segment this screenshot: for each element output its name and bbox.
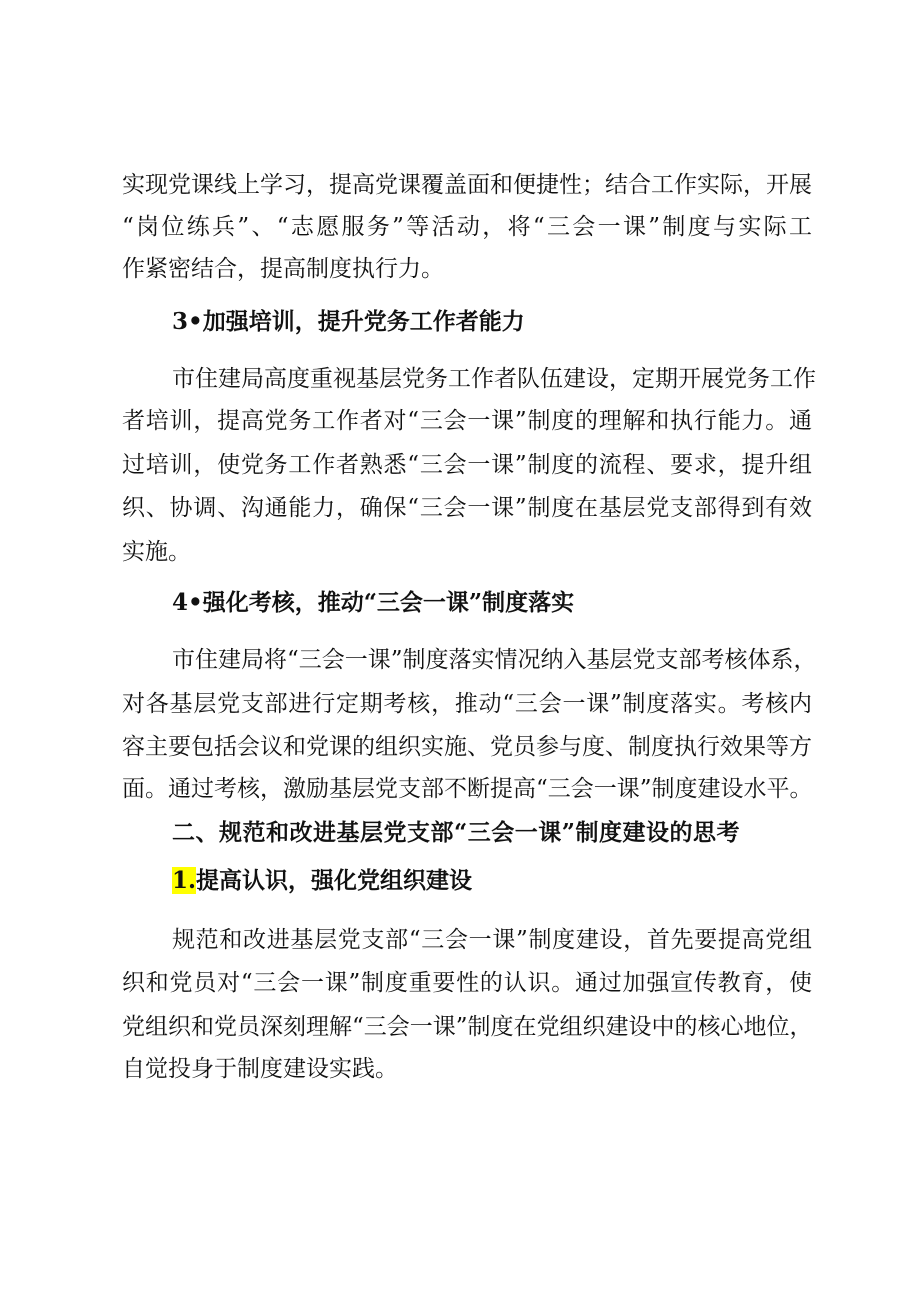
paragraph-a-line-1: 实现党课线上学习，提高党课覆盖面和便捷性；结合工作实际，开展 xyxy=(122,172,812,198)
paragraph-c-line-3: 容主要包括会议和党课的组织实施、党员参与度、制度执行效果等方 xyxy=(122,734,812,760)
paragraph-d-line-1: 规范和改进基层党支部“三会一课”制度建设，首先要提高党组 xyxy=(172,927,812,953)
subheading-4: 4•强化考核，推动“三会一课”制度落实 xyxy=(172,589,575,616)
paragraph-c-line-1: 市住建局将“三会一课”制度落实情况纳入基层党支部考核体系， xyxy=(172,647,817,673)
subheading-3: 3•加强培训，提升党务工作者能力 xyxy=(172,308,525,335)
paragraph-a-line-3: 作紧密结合，提高制度执行力。 xyxy=(122,256,444,282)
paragraph-b-line-3: 过培训，使党务工作者熟悉“三会一课”制度的流程、要求，提升组 xyxy=(122,452,812,478)
paragraph-b-line-5: 实施。 xyxy=(122,539,191,565)
paragraph-d-line-2: 织和党员对“三会一课”制度重要性的认识。通过加强宣传教育，使 xyxy=(122,970,812,996)
section-2-heading: 二、规范和改进基层党支部“三会一课”制度建设的思考 xyxy=(172,819,740,846)
subheading-1-text: 提高认识，强化党组织建设 xyxy=(196,867,473,894)
paragraph-c-line-2: 对各基层党支部进行定期考核，推动“三会一课”制度落实。考核内 xyxy=(122,691,812,717)
subheading-1-number: 1. xyxy=(172,867,197,894)
paragraph-b-line-1: 市住建局高度重视基层党务工作者队伍建设，定期开展党务工作 xyxy=(172,366,816,392)
subheading-1 xyxy=(172,866,472,896)
paragraph-c-line-4: 面。通过考核，激励基层党支部不断提高“三会一课”制度建设水平。 xyxy=(122,776,813,802)
paragraph-b-line-2: 者培训，提高党务工作者对“三会一课”制度的理解和执行能力。通 xyxy=(122,408,812,434)
paragraph-a-line-2: “岗位练兵”、“志愿服务”等活动，将“三会一课”制度与实际工 xyxy=(122,214,812,240)
paragraph-d-line-4: 自觉投身于制度建设实践。 xyxy=(122,1056,398,1082)
paragraph-d-line-3: 党组织和党员深刻理解“三会一课”制度在党组织建设中的核心地位， xyxy=(122,1014,813,1040)
paragraph-b-line-4: 织、协调、沟通能力，确保“三会一课”制度在基层党支部得到有效 xyxy=(122,495,812,521)
